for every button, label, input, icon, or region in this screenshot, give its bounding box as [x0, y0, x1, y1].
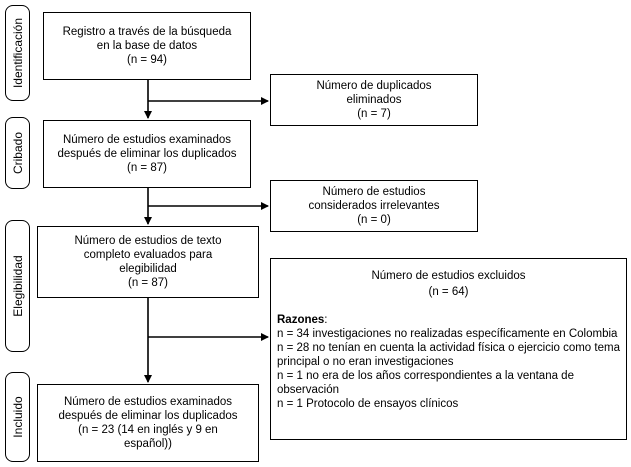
box-line: considerados irrelevantes: [308, 200, 440, 212]
box-screened: [43, 120, 251, 188]
reason-item: n = 1 Protocolo de ensayos clínicos: [277, 398, 459, 410]
box-line: después de eliminar los duplicados: [58, 410, 238, 422]
box-line: (n = 87): [127, 162, 167, 174]
box-line: (n = 87): [128, 277, 168, 289]
box-line: (n = 7): [357, 108, 391, 120]
stage-identification: [5, 5, 30, 101]
box-line: en la base de datos: [96, 40, 198, 52]
box-records-identified: [43, 12, 251, 80]
reasons-label: Razones: [277, 314, 325, 326]
box-included: [37, 384, 259, 462]
stage-label: Identificación: [10, 17, 25, 89]
stage-label: Elegibilidad: [10, 255, 25, 317]
box-line: elegibilidad: [119, 263, 177, 275]
box-line: después de eliminar los duplicados: [57, 148, 237, 160]
stage-screening: [5, 117, 30, 189]
box-line: (n = 23 (14 en inglés y 9 en: [78, 424, 218, 436]
box-duplicates-removed: [270, 74, 478, 126]
reasons-heading: Razones:: [277, 314, 328, 326]
box-irrelevant: [270, 180, 478, 232]
box-line: Número de estudios examinados: [62, 134, 232, 146]
box-excluded: [270, 258, 627, 440]
stage-label: Cribado: [10, 131, 25, 175]
box-eligibility: [37, 226, 259, 298]
stage-eligibility: [5, 220, 30, 352]
box-line: completo evaluados para: [83, 249, 213, 261]
box-line: Número de estudios de texto: [74, 235, 222, 247]
excluded-count: (n = 64): [428, 286, 469, 298]
box-line: Número de duplicados: [316, 80, 432, 92]
box-line: Número de estudios examinados: [63, 396, 233, 408]
box-line: (n = 0): [357, 214, 391, 226]
box-line: (n = 94): [127, 54, 167, 66]
box-line: eliminados: [346, 94, 402, 106]
box-line: Número de estudios: [322, 186, 426, 198]
stage-label: Incluido: [10, 396, 25, 438]
box-line: Registro a través de la búsqueda: [62, 26, 232, 38]
reason-item: n = 28 no tenían en cuenta la actividad física o ejercicio como tema principal o no eran investigaciones: [277, 342, 620, 368]
excluded-title: Número de estudios excluidos: [371, 270, 526, 282]
stage-included: [5, 372, 30, 462]
box-line: español)): [124, 438, 172, 450]
reason-item: n = 34 investigaciones no realizadas específicamente en Colombia: [277, 328, 618, 340]
reason-item: n = 1 no era de los años correspondientes a la ventana de observación: [277, 370, 574, 396]
